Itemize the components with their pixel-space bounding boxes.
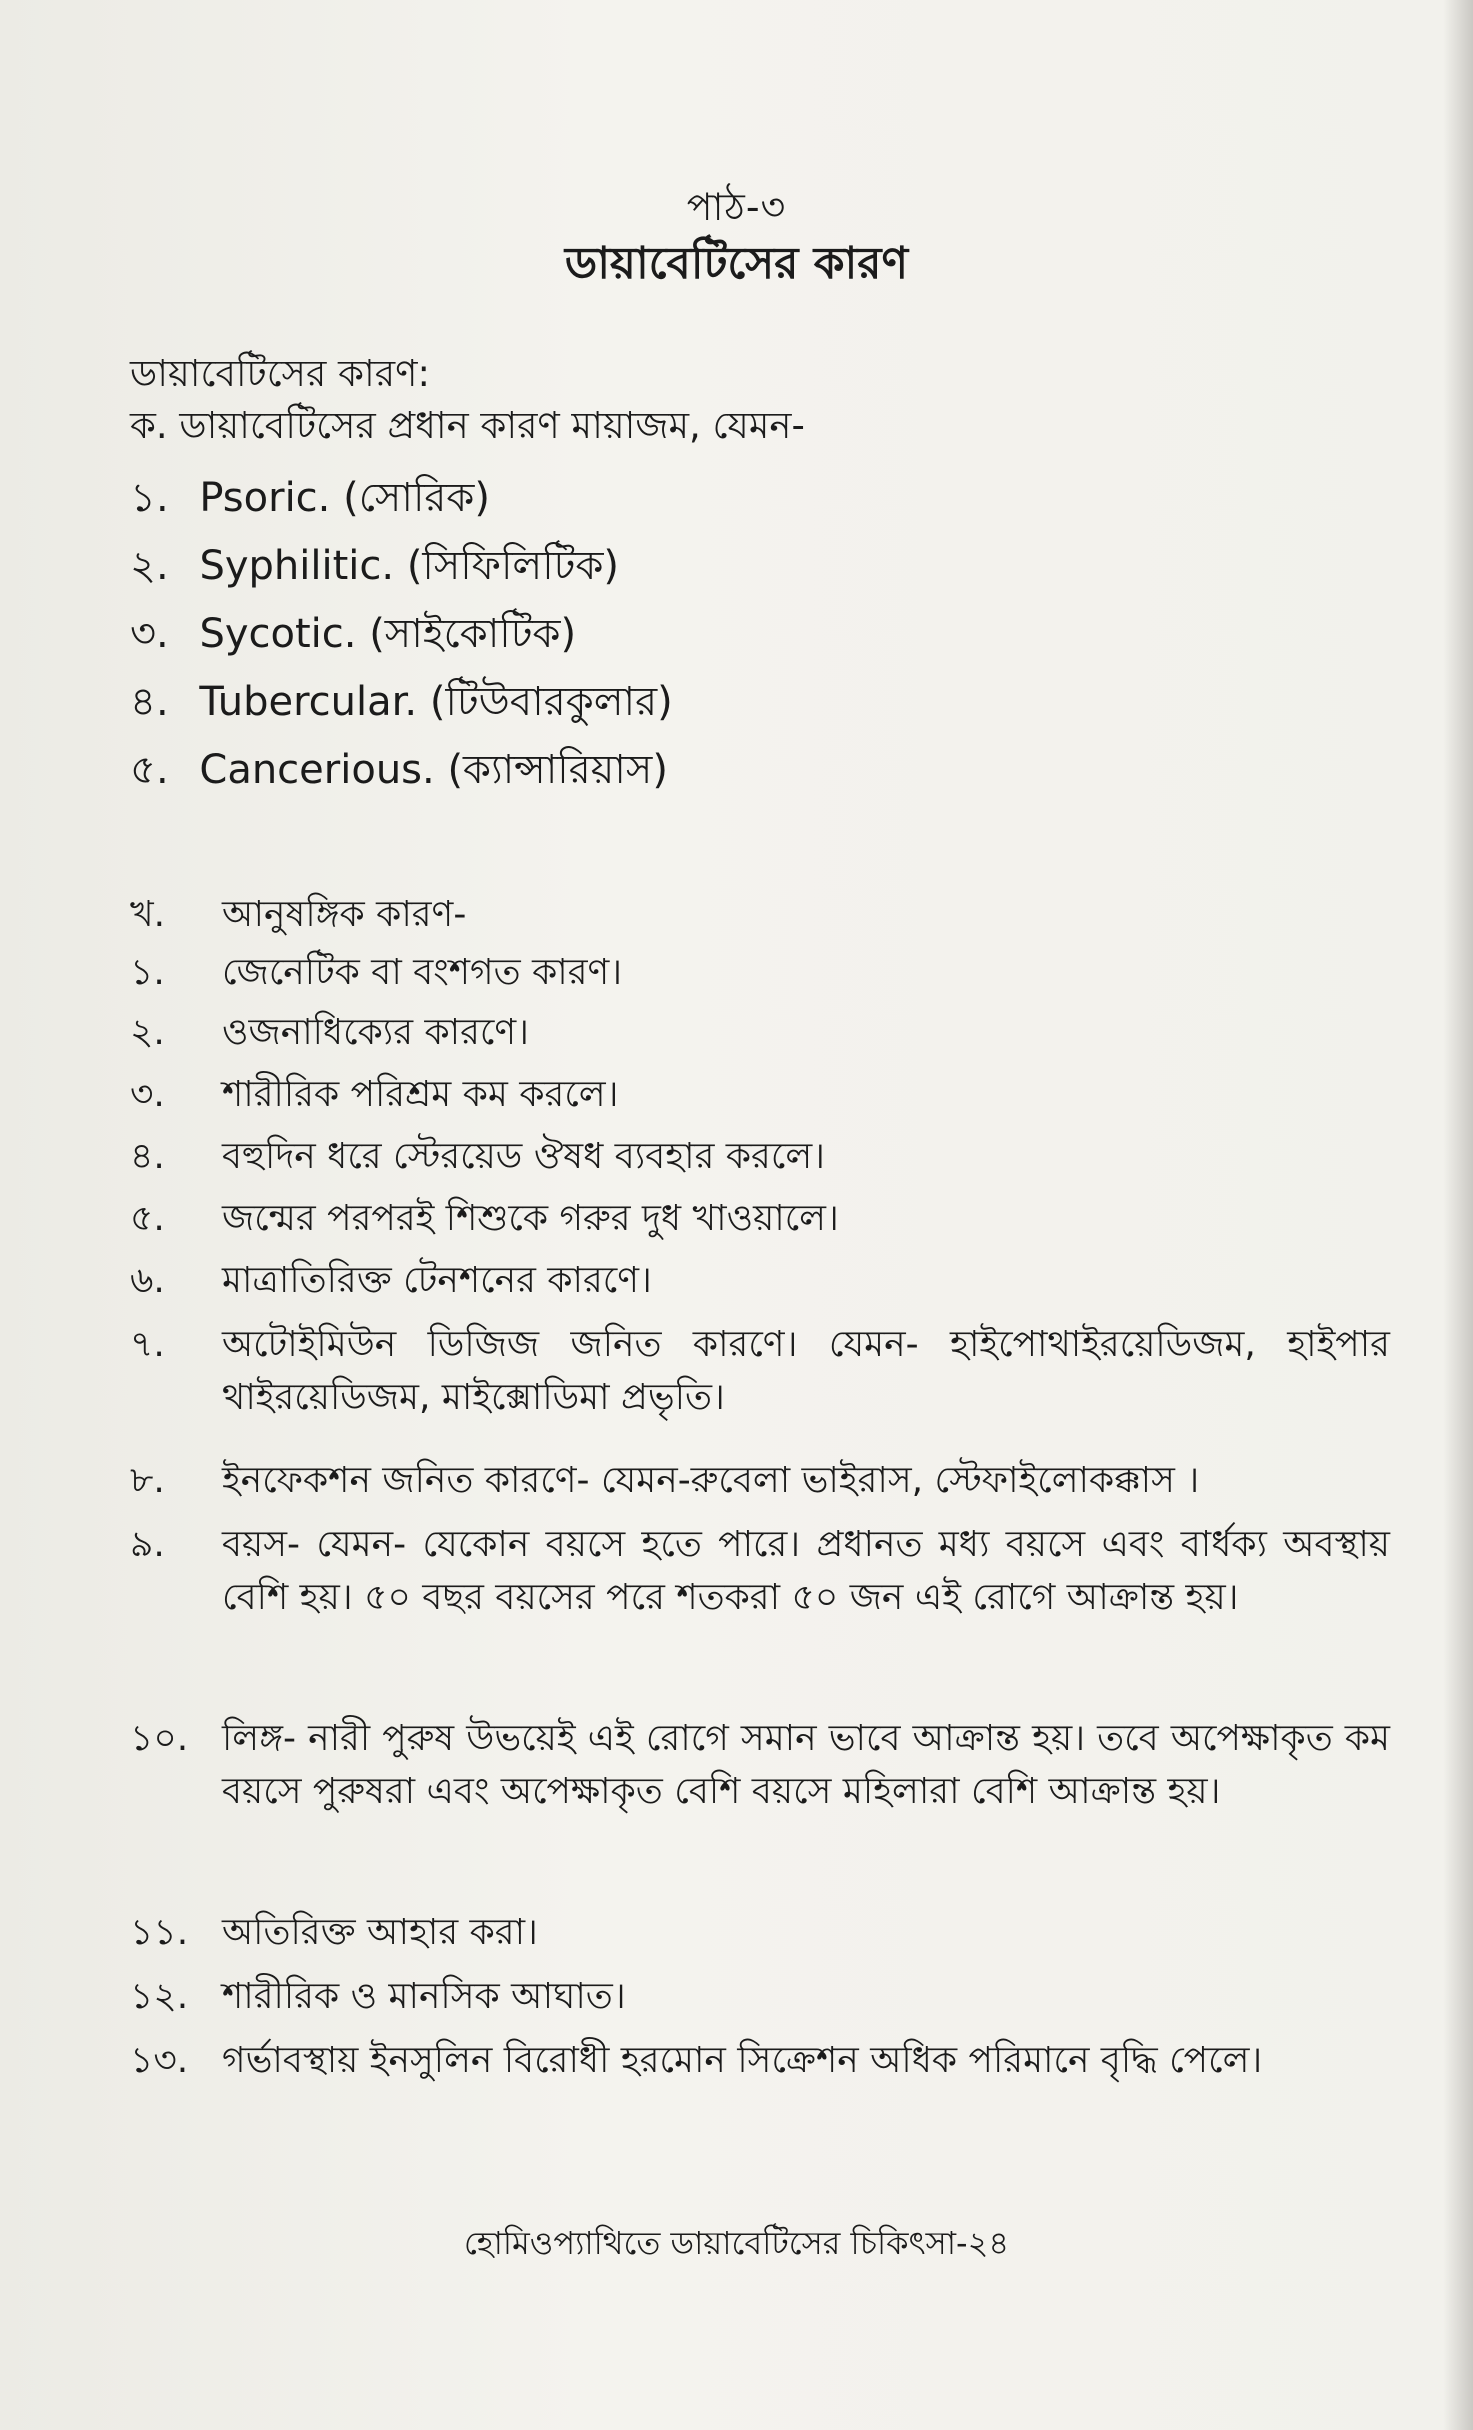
intro-line: ডায়াবেটিসের কারণ: bbox=[130, 352, 430, 395]
miasm-item bbox=[130, 542, 619, 590]
miasm-item bbox=[130, 746, 668, 794]
cause-text: অটোইমিউন ডিজিজ জনিত কারণে। যেমন- হাইপোথাইরয়েডিজম, হাইপার থাইরয়েডিজম, মাইক্সোডিমা প্রভৃতি। bbox=[222, 1324, 1390, 1418]
cause-number: ৫. bbox=[130, 1198, 165, 1239]
cause-item bbox=[130, 1130, 1390, 1183]
cause-text: লিঙ্গ- নারী পুরুষ উভয়েই এই রোগে সমান ভাবে আক্রান্ত হয়। তবে অপেক্ষাকৃত কম বয়সে পুরুষরা এবং অপেক্ষাকৃত বেশি বয়সে মহিলারা বেশি আক্রান্ত হয়। bbox=[222, 1718, 1390, 1812]
cause-number: ৭. bbox=[130, 1324, 165, 1365]
cause-item bbox=[130, 1454, 1390, 1507]
cause-text: জেনেটিক বা বংশগত কারণ। bbox=[222, 952, 623, 993]
cause-text: শারীরিক পরিশ্রম কম করলে। bbox=[222, 1074, 619, 1115]
cause-text: জন্মের পরপরই শিশুকে গরুর দুধ খাওয়ালে। bbox=[222, 1198, 839, 1239]
miasm-item bbox=[130, 678, 673, 726]
miasm-item bbox=[130, 474, 490, 522]
cause-text: শারীরিক ও মানসিক আঘাত। bbox=[222, 1976, 626, 2017]
miasm-number: ১. bbox=[130, 475, 169, 521]
page-footer: হোমিওপ্যাথিতে ডায়াবেটিসের চিকিৎসা-২৪ bbox=[463, 2224, 1010, 2262]
cause-number: ১০. bbox=[130, 1718, 189, 1759]
cause-text: বয়স- যেমন- যেকোন বয়সে হতে পারে। প্রধানত মধ্য বয়সে এবং বার্ধক্য অবস্থায় বেশি হয়। ৫০ বছর বয়সের পরে শতকরা ৫০ জন এই রোগে আক্রান্ত হয়। bbox=[222, 1524, 1390, 1618]
cause-number: ২. bbox=[130, 1012, 165, 1053]
section-a-heading: ক. ডায়াবেটিসের প্রধান কারণ মায়াজম, যেমন- bbox=[130, 404, 805, 447]
page-title: ডায়াবেটিসের কারণ bbox=[564, 238, 909, 289]
miasm-number: ৩. bbox=[130, 611, 169, 657]
section-b-number: খ. bbox=[130, 894, 166, 935]
miasm-number: ৫. bbox=[130, 747, 169, 793]
cause-number: ৮. bbox=[130, 1460, 165, 1501]
cause-text: ইনফেকশন জনিত কারণে- যেমন-রুবেলা ভাইরাস, স্টেফাইলোকক্কাস । bbox=[222, 1460, 1200, 1501]
miasm-number: ৪. bbox=[130, 679, 169, 725]
cause-number: ১২. bbox=[130, 1976, 189, 2017]
cause-item bbox=[130, 1906, 1390, 1959]
cause-text: বহুদিন ধরে স্টেরয়েড ঔষধ ব্যবহার করলে। bbox=[222, 1136, 826, 1177]
cause-item bbox=[130, 1254, 1390, 1307]
miasm-text: Sycotic. (সাইকোটিক) bbox=[199, 611, 577, 657]
cause-item bbox=[130, 1192, 1390, 1245]
miasm-item bbox=[130, 610, 576, 658]
cause-item bbox=[130, 1970, 1390, 2023]
cause-item bbox=[130, 1068, 1390, 1121]
section-b-heading-text: আনুষঙ্গিক কারণ- bbox=[222, 894, 467, 935]
cause-item bbox=[130, 1318, 1390, 1424]
cause-number: ৯. bbox=[130, 1524, 165, 1565]
cause-number: ৩. bbox=[130, 1074, 165, 1115]
cause-text: অতিরিক্ত আহার করা। bbox=[222, 1912, 538, 1953]
cause-number: ৪. bbox=[130, 1136, 165, 1177]
cause-number: ৬. bbox=[130, 1260, 165, 1301]
page-edge-shadow bbox=[1443, 0, 1473, 2430]
chapter-label: পাঠ-৩ bbox=[686, 185, 787, 229]
cause-item bbox=[130, 946, 1390, 999]
miasm-text: Cancerious. (ক্যান্সারিয়াস) bbox=[199, 747, 668, 793]
section-b-heading bbox=[130, 888, 1390, 941]
cause-number: ১. bbox=[130, 952, 165, 993]
cause-number: ১৩. bbox=[130, 2040, 189, 2081]
miasm-number: ২. bbox=[130, 543, 169, 589]
cause-item bbox=[130, 1712, 1390, 1818]
cause-text: মাত্রাতিরিক্ত টেনশনের কারণে। bbox=[222, 1260, 652, 1301]
cause-text: ওজনাধিক্যের কারণে। bbox=[222, 1012, 529, 1053]
miasm-text: Tubercular. (টিউবারকুলার) bbox=[199, 679, 673, 725]
cause-number: ১১. bbox=[130, 1912, 189, 1953]
cause-item bbox=[130, 2034, 1390, 2087]
cause-item bbox=[130, 1006, 1390, 1059]
cause-text: গর্ভাবস্থায় ইনসুলিন বিরোধী হরমোন সিক্রেশন অধিক পরিমানে বৃদ্ধি পেলে। bbox=[222, 2040, 1263, 2081]
miasm-text: Psoric. (সোরিক) bbox=[199, 475, 490, 521]
miasm-text: Syphilitic. (সিফিলিটিক) bbox=[199, 543, 620, 589]
cause-item bbox=[130, 1518, 1390, 1624]
